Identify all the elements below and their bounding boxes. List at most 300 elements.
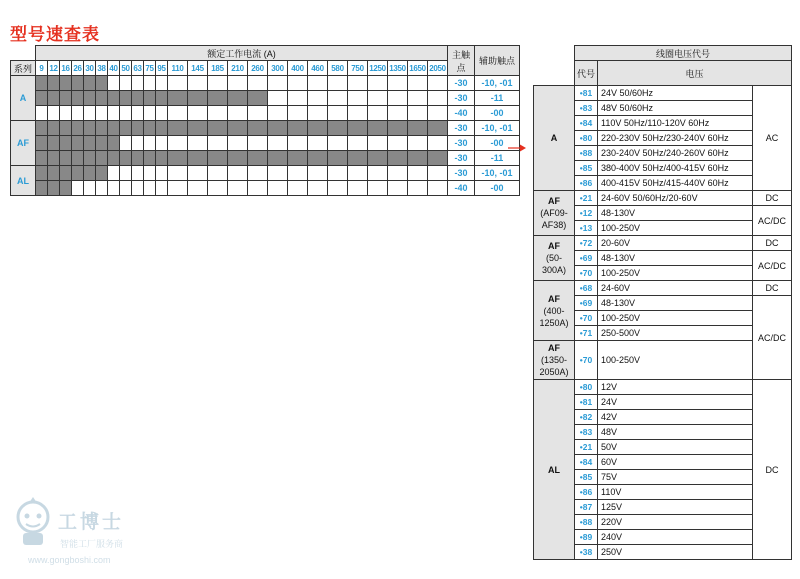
rating-cell <box>108 121 120 136</box>
current-label: 260 <box>248 61 268 76</box>
rating-cell <box>248 181 268 196</box>
voltage-value: 24-60V <box>598 281 753 296</box>
rating-cell <box>168 136 188 151</box>
rating-cell <box>328 181 348 196</box>
rating-cell <box>144 91 156 106</box>
rating-cell <box>308 181 328 196</box>
rating-cell <box>36 76 48 91</box>
rating-cell <box>36 136 48 151</box>
series-range: (50-300A) <box>541 253 567 275</box>
voltage-value: 250-500V <box>598 326 753 341</box>
table-row <box>534 191 792 206</box>
series-range: (AF09-AF38) <box>540 208 568 230</box>
current-type: AC/DC <box>753 206 792 236</box>
current-type: DC <box>753 191 792 206</box>
voltage-code: •87 <box>575 500 598 515</box>
current-label: 1650 <box>408 61 428 76</box>
rating-cell <box>108 151 120 166</box>
rating-cell <box>108 106 120 121</box>
rating-cell <box>228 136 248 151</box>
rating-cell <box>168 166 188 181</box>
rating-cell <box>428 166 448 181</box>
rating-cell <box>60 121 72 136</box>
rating-cell <box>188 106 208 121</box>
rating-cell <box>156 76 168 91</box>
current-label: 75 <box>144 61 156 76</box>
rating-cell <box>268 136 288 151</box>
rating-cell <box>96 181 108 196</box>
series-name: AF <box>548 343 560 353</box>
rating-cell <box>108 181 120 196</box>
voltage-value: 12V <box>598 380 753 395</box>
rating-cell <box>36 106 48 121</box>
rating-cell <box>268 151 288 166</box>
rating-cell <box>288 76 308 91</box>
rating-cell <box>408 91 428 106</box>
rating-cell <box>188 91 208 106</box>
series-name: A <box>550 133 558 143</box>
rating-cell <box>48 151 60 166</box>
rating-cell <box>328 151 348 166</box>
rating-cell <box>132 136 144 151</box>
rating-cell <box>368 76 388 91</box>
rating-cell <box>132 91 144 106</box>
current-label: 145 <box>188 61 208 76</box>
series-name: AF <box>548 241 560 251</box>
rating-cell <box>168 106 188 121</box>
rating-cell <box>328 136 348 151</box>
rating-cell <box>120 121 132 136</box>
rating-cell <box>72 136 84 151</box>
rating-cell <box>168 121 188 136</box>
rating-cell <box>144 181 156 196</box>
rating-cell <box>248 76 268 91</box>
main-contact-value: -30 <box>448 136 475 151</box>
series-group-label <box>534 236 575 281</box>
main-contact-value: -30 <box>448 166 475 181</box>
rating-cell <box>144 121 156 136</box>
rating-cell <box>168 181 188 196</box>
page-title: 型号速查表 <box>10 25 100 44</box>
spacer-cell <box>534 61 575 86</box>
voltage-code: •70 <box>575 266 598 281</box>
rating-cell <box>60 151 72 166</box>
voltage-value: 24V 50/60Hz <box>598 86 753 101</box>
rating-cell <box>156 121 168 136</box>
rating-cell <box>84 151 96 166</box>
series-range: (1350-2050A) <box>539 355 569 377</box>
rating-cell <box>132 151 144 166</box>
spacer-cell <box>534 46 575 61</box>
rating-cell <box>208 91 228 106</box>
rating-cell <box>248 166 268 181</box>
table-row <box>11 181 520 196</box>
voltage-code: •21 <box>575 440 598 455</box>
voltage-code: •68 <box>575 281 598 296</box>
table-row <box>11 121 520 136</box>
rating-cell <box>144 136 156 151</box>
rating-cell <box>388 121 408 136</box>
rating-cell <box>208 76 228 91</box>
rating-cell <box>144 151 156 166</box>
current-label: 50 <box>120 61 132 76</box>
rating-cell <box>84 121 96 136</box>
rating-cell <box>328 166 348 181</box>
rating-cell <box>208 136 228 151</box>
rating-cell <box>368 121 388 136</box>
rated-current-header: 额定工作电流 (A) <box>36 46 448 61</box>
rating-cell <box>96 121 108 136</box>
voltage-code: •21 <box>575 191 598 206</box>
voltage-code: •85 <box>575 161 598 176</box>
rating-cell <box>120 76 132 91</box>
series-range: (400-1250A) <box>539 305 569 328</box>
voltage-value: 110V <box>598 485 753 500</box>
watermark-url: www.gongboshi.com <box>28 555 111 565</box>
rating-cell <box>132 106 144 121</box>
voltage-code: •86 <box>575 485 598 500</box>
rating-cell <box>308 136 328 151</box>
rating-cell <box>72 91 84 106</box>
rating-cell <box>388 151 408 166</box>
rating-cell <box>48 106 60 121</box>
current-label: 210 <box>228 61 248 76</box>
current-label: 95 <box>156 61 168 76</box>
series-group-label <box>534 191 575 236</box>
rating-cell <box>228 181 248 196</box>
voltage-code: •80 <box>575 131 598 146</box>
rating-cell <box>108 136 120 151</box>
rating-cell <box>428 76 448 91</box>
current-label: 1350 <box>388 61 408 76</box>
voltage-value: 50V <box>598 440 753 455</box>
rating-cell <box>72 76 84 91</box>
rating-cell <box>36 91 48 106</box>
rating-cell <box>156 136 168 151</box>
rating-cell <box>228 121 248 136</box>
series-group-label <box>534 380 575 560</box>
rating-cell <box>268 121 288 136</box>
rating-cell <box>368 91 388 106</box>
series-group-label <box>534 341 575 380</box>
rating-cell <box>268 76 288 91</box>
rating-cell <box>308 121 328 136</box>
rating-cell <box>48 121 60 136</box>
main-contact-value: -30 <box>448 91 475 106</box>
rating-cell <box>228 91 248 106</box>
rating-cell <box>368 151 388 166</box>
arrow-right-icon <box>508 143 526 153</box>
current-label: 38 <box>96 61 108 76</box>
rating-cell <box>328 76 348 91</box>
rating-cell <box>388 181 408 196</box>
rating-cell <box>96 76 108 91</box>
series-group-label <box>534 281 575 341</box>
voltage-value: 220-230V 50Hz/230-240V 60Hz <box>598 131 753 146</box>
rating-cell <box>188 166 208 181</box>
rating-cell <box>348 121 368 136</box>
watermark-subtitle: 智能工厂服务商 <box>60 539 124 549</box>
rating-cell <box>132 121 144 136</box>
voltage-value: 48-130V <box>598 251 753 266</box>
rating-cell <box>308 166 328 181</box>
voltage-value: 24-60V 50/60Hz/20-60V <box>598 191 753 206</box>
voltage-value: 42V <box>598 410 753 425</box>
rating-cell <box>248 121 268 136</box>
aux-contact-value: -10, -01 <box>475 121 520 136</box>
rating-cell <box>308 76 328 91</box>
rating-cell <box>72 166 84 181</box>
current-label: 12 <box>48 61 60 76</box>
rating-cell <box>348 106 368 121</box>
rating-cell <box>156 91 168 106</box>
rating-cell <box>188 121 208 136</box>
rating-cell <box>108 166 120 181</box>
voltage-value: 48-130V <box>598 296 753 311</box>
voltage-value: 75V <box>598 470 753 485</box>
rating-cell <box>36 151 48 166</box>
current-label: 16 <box>60 61 72 76</box>
rating-cell <box>428 136 448 151</box>
rating-cell <box>248 151 268 166</box>
rating-cell <box>72 151 84 166</box>
aux-contact-value: -11 <box>475 151 520 166</box>
main-contact-header: 主触点 <box>448 46 475 76</box>
rating-cell <box>268 91 288 106</box>
rating-cell <box>288 151 308 166</box>
voltage-code: •89 <box>575 530 598 545</box>
coil-voltage-header: 线圈电压代号 <box>575 46 792 61</box>
rating-cell <box>60 136 72 151</box>
rating-cell <box>428 151 448 166</box>
voltage-code: •38 <box>575 545 598 560</box>
rating-cell <box>228 106 248 121</box>
voltage-value: 48-130V <box>598 206 753 221</box>
rating-cell <box>288 181 308 196</box>
rating-cell <box>156 151 168 166</box>
rating-cell <box>348 181 368 196</box>
voltage-code: •13 <box>575 221 598 236</box>
rating-cell <box>60 76 72 91</box>
voltage-value: 380-400V 50Hz/400-415V 60Hz <box>598 161 753 176</box>
rating-cell <box>144 166 156 181</box>
rating-cell <box>248 136 268 151</box>
rating-cell <box>132 166 144 181</box>
rating-cell <box>308 151 328 166</box>
voltage-code: •85 <box>575 470 598 485</box>
table-row <box>11 76 520 91</box>
voltage-code: •71 <box>575 326 598 341</box>
rating-cell <box>60 166 72 181</box>
rating-cell <box>108 76 120 91</box>
voltage-code: •80 <box>575 380 598 395</box>
voltage-value: 110V 50Hz/110-120V 60Hz <box>598 116 753 131</box>
series-name: AF <box>548 293 560 304</box>
current-label: 300 <box>268 61 288 76</box>
rating-cell <box>348 136 368 151</box>
voltage-code: •81 <box>575 395 598 410</box>
table-row <box>534 380 792 395</box>
series-label: AF <box>11 121 36 166</box>
table-row <box>11 106 520 121</box>
voltage-code: •84 <box>575 116 598 131</box>
rating-cell <box>36 181 48 196</box>
series-group-label <box>534 86 575 191</box>
rating-cell <box>408 151 428 166</box>
voltage-code: •70 <box>575 311 598 326</box>
rating-cell <box>72 121 84 136</box>
rating-cell <box>84 76 96 91</box>
rating-cell <box>308 106 328 121</box>
rating-cell <box>208 106 228 121</box>
voltage-value: 100-250V <box>598 266 753 281</box>
rating-cell <box>408 121 428 136</box>
rating-cell <box>388 136 408 151</box>
current-label: 30 <box>84 61 96 76</box>
voltage-value: 20-60V <box>598 236 753 251</box>
current-label: 26 <box>72 61 84 76</box>
rating-cell <box>48 181 60 196</box>
voltage-value: 250V <box>598 545 753 560</box>
voltage-header: 电压 <box>598 61 792 86</box>
rating-cell <box>36 166 48 181</box>
aux-contact-value: -10, -01 <box>475 166 520 181</box>
rating-cell <box>228 151 248 166</box>
rating-cell <box>120 181 132 196</box>
rating-cell <box>348 166 368 181</box>
current-label: 185 <box>208 61 228 76</box>
rating-cell <box>408 166 428 181</box>
rating-cell <box>48 166 60 181</box>
voltage-value: 100-250V <box>598 311 753 326</box>
watermark-brand: 工博士 <box>58 512 125 533</box>
voltage-value: 100-250V <box>598 341 753 380</box>
main-contact-value: -30 <box>448 76 475 91</box>
voltage-value: 100-250V <box>598 221 753 236</box>
main-contact-value: -30 <box>448 151 475 166</box>
coil-voltage-table <box>533 45 792 560</box>
rating-cell <box>84 136 96 151</box>
rating-cell <box>120 91 132 106</box>
rating-cell <box>428 91 448 106</box>
aux-contact-header: 辅助触点 <box>475 46 520 76</box>
rating-cell <box>84 166 96 181</box>
rating-cell <box>368 136 388 151</box>
rating-cell <box>60 106 72 121</box>
current-type: DC <box>753 281 792 296</box>
series-label: AL <box>11 166 36 196</box>
voltage-code: •86 <box>575 176 598 191</box>
voltage-code: •88 <box>575 146 598 161</box>
rating-cell <box>368 181 388 196</box>
voltage-value: 48V <box>598 425 753 440</box>
voltage-value: 48V 50/60Hz <box>598 101 753 116</box>
current-label: 460 <box>308 61 328 76</box>
voltage-code: •69 <box>575 296 598 311</box>
rated-current-table <box>10 45 520 196</box>
rating-cell <box>144 106 156 121</box>
spacer-cell <box>11 46 36 61</box>
rating-cell <box>328 106 348 121</box>
rating-cell <box>388 91 408 106</box>
current-label: 400 <box>288 61 308 76</box>
rating-cell <box>36 121 48 136</box>
rating-cell <box>208 166 228 181</box>
rating-cell <box>308 91 328 106</box>
table-row <box>534 236 792 251</box>
voltage-code: •88 <box>575 515 598 530</box>
rating-cell <box>84 91 96 106</box>
voltage-code: •72 <box>575 236 598 251</box>
voltage-value: 230-240V 50Hz/240-260V 60Hz <box>598 146 753 161</box>
rating-cell <box>328 121 348 136</box>
current-type: AC <box>753 86 792 191</box>
aux-contact-value: -11 <box>475 91 520 106</box>
current-type: AC/DC <box>753 251 792 281</box>
rating-cell <box>228 166 248 181</box>
rating-cell <box>156 166 168 181</box>
rating-cell <box>96 151 108 166</box>
rating-cell <box>428 121 448 136</box>
voltage-code: •82 <box>575 410 598 425</box>
rating-cell <box>408 76 428 91</box>
rating-cell <box>268 106 288 121</box>
current-label: 9 <box>36 61 48 76</box>
voltage-code: •84 <box>575 455 598 470</box>
rating-cell <box>120 106 132 121</box>
current-label: 110 <box>168 61 188 76</box>
rating-cell <box>208 181 228 196</box>
current-label: 2050 <box>428 61 448 76</box>
rating-cell <box>288 121 308 136</box>
current-label: 580 <box>328 61 348 76</box>
current-label: 63 <box>132 61 144 76</box>
voltage-value: 24V <box>598 395 753 410</box>
table-row <box>534 86 792 101</box>
rating-cell <box>96 106 108 121</box>
rating-cell <box>408 136 428 151</box>
rating-cell <box>268 181 288 196</box>
rating-cell <box>72 106 84 121</box>
voltage-code: •81 <box>575 86 598 101</box>
rating-cell <box>188 181 208 196</box>
rating-cell <box>96 166 108 181</box>
aux-contact-value: -00 <box>475 106 520 121</box>
rating-cell <box>428 106 448 121</box>
voltage-value: 60V <box>598 455 753 470</box>
rating-cell <box>248 91 268 106</box>
rating-cell <box>84 181 96 196</box>
rating-cell <box>328 91 348 106</box>
rating-cell <box>84 106 96 121</box>
rating-cell <box>188 136 208 151</box>
voltage-value: 220V <box>598 515 753 530</box>
rating-cell <box>96 91 108 106</box>
voltage-value: 240V <box>598 530 753 545</box>
rating-cell <box>60 181 72 196</box>
current-label: 40 <box>108 61 120 76</box>
rating-cell <box>268 166 288 181</box>
current-type: AC/DC <box>753 296 792 380</box>
rating-cell <box>132 76 144 91</box>
rating-cell <box>408 106 428 121</box>
rating-cell <box>388 76 408 91</box>
current-label: 1250 <box>368 61 388 76</box>
rating-cell <box>156 181 168 196</box>
voltage-value: 125V <box>598 500 753 515</box>
robot-mascot-icon <box>10 497 56 547</box>
voltage-code: •83 <box>575 425 598 440</box>
